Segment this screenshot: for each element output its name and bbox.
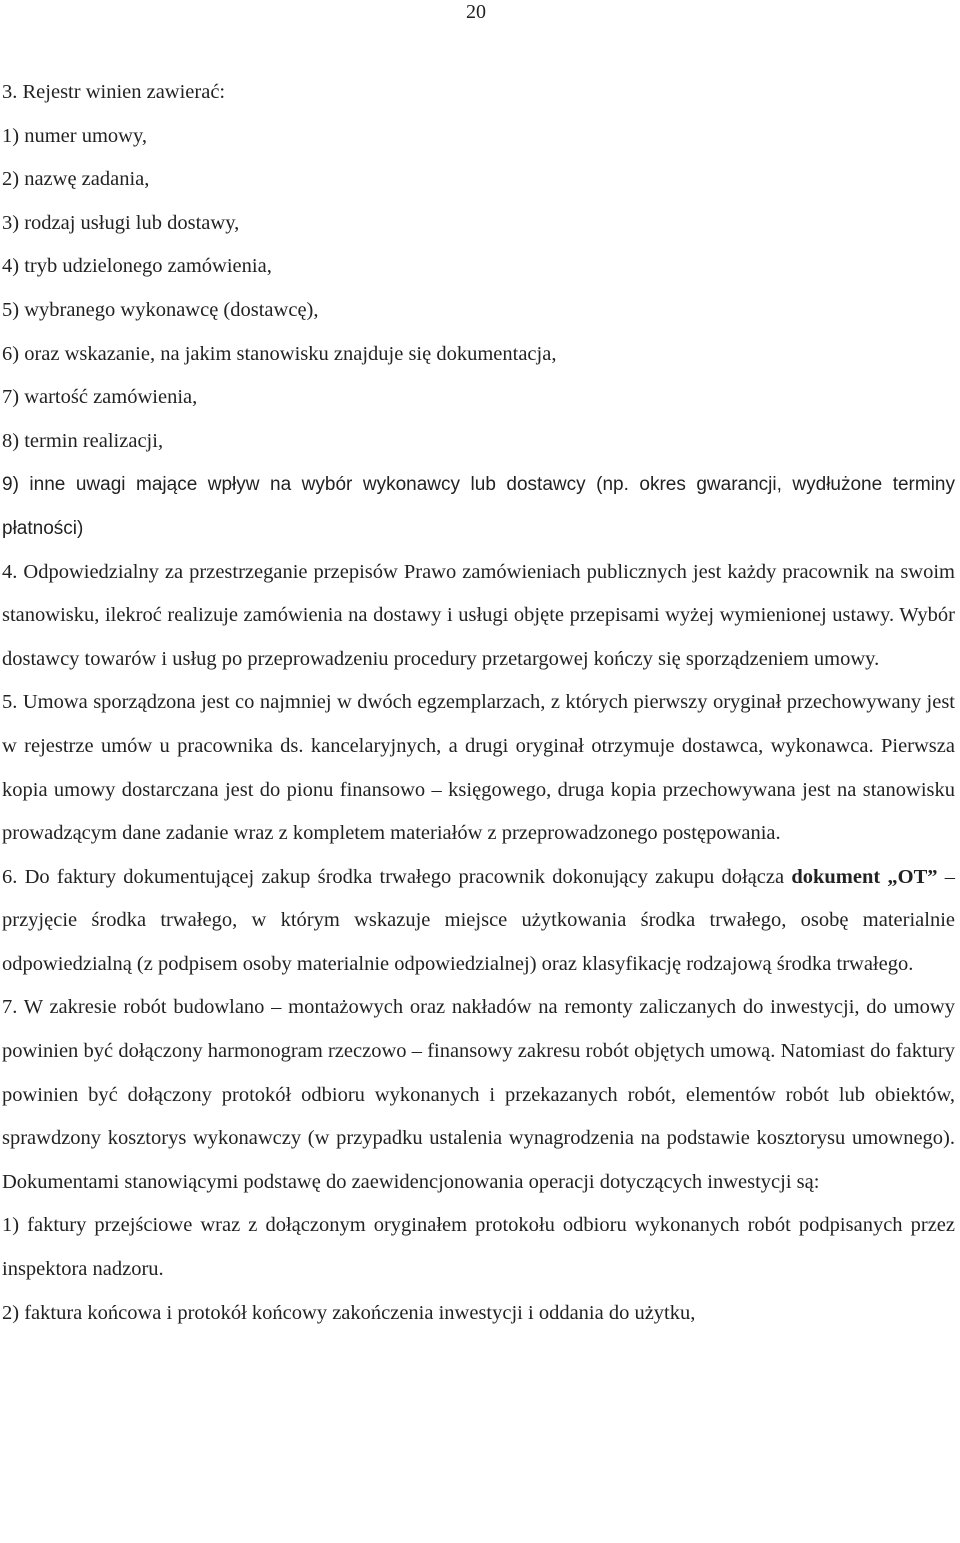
section-7-paragraph: 7. W zakresie robót budowlano – montażowych oraz nakładów na remonty zaliczanych do inwestycji, do umowy powinien być dołączony harmonogram rzeczowo – finansowy zakresu robót objętych umową. Natomiast do faktury powinien być dołączony protokół odbioru wykonanych i przekazanych robót, elementów robót lub obiektów, sprawdzony kosztorys wykonawczy (w przypadku ustalenia wynagrodzenia na podstawie kosztorysu umownego). Dokumentami stanowiącymi podstawę do zaewidencjonowania operacji dotyczących inwestycji są: bbox=[2, 996, 955, 1193]
register-item-5: 5) wybranego wykonawcę (dostawcę), bbox=[2, 298, 319, 321]
section-4-paragraph: 4. Odpowiedzialny za przestrzeganie przepisów Prawo zamówieniach publicznych jest każdy pracownik na swoim stanowisku, ilekroć realizuje zamówienia na dostawy i usługi objęte przepisami wyżej wymienionej ustawy. Wybór dostawcy towarów i usług po przeprowadzeniu procedury przetargowej kończy się sporządzeniem umowy. bbox=[2, 560, 955, 670]
section-3-heading: 3. Rejestr winien zawierać: bbox=[2, 81, 226, 103]
page-number: 20 bbox=[466, 1, 486, 23]
ot-document-label: dokument „OT” bbox=[791, 865, 938, 888]
section-6-paragraph bbox=[2, 856, 955, 987]
document-body bbox=[2, 71, 955, 1335]
register-item-2: 2) nazwę zadania, bbox=[2, 168, 150, 191]
register-item-8: 8) termin realizacji, bbox=[2, 429, 164, 452]
section-6-text-end: – przyjęcie środka trwałego, w którym wskazuje miejsce użytkowania środka trwałego, osobę materialnie odpowiedzialną (z podpisem osoby materialnie odpowiedzialnej) oraz klasyfikację rodzajową środka trwałego. bbox=[2, 865, 955, 975]
register-item-6: 6) oraz wskazanie, na jakim stanowisku znajduje się dokumentacja, bbox=[2, 342, 557, 365]
section-5-paragraph: 5. Umowa sporządzona jest co najmniej w dwóch egzemplarzach, z których pierwszy oryginał przechowywany jest w rejestrze umów u pracownika ds. kancelaryjnych, a drugi oryginał otrzymuje dostawca, wykonawca. Pierwsza kopia umowy dostarczana jest do pionu finansowo – księgowego, druga kopia przechowywana jest na stanowisku prowadzącym dane zadanie wraz z kompletem materiałów z przeprowadzonego postępowania. bbox=[2, 691, 955, 845]
register-item-3: 3) rodzaj usługi lub dostawy, bbox=[2, 211, 240, 234]
register-item-1: 1) numer umowy, bbox=[2, 124, 147, 147]
register-item-9: 9) inne uwagi mające wpływ na wybór wykonawcy lub dostawcy (np. okres gwarancji, wydłużone terminy płatności) bbox=[2, 474, 955, 539]
investment-doc-item-2: 2) faktura końcowa i protokół końcowy zakończenia inwestycji i oddania do użytku, bbox=[2, 1301, 696, 1324]
register-item-4: 4) tryb udzielonego zamówienia, bbox=[2, 255, 272, 278]
register-item-7: 7) wartość zamówienia, bbox=[2, 386, 198, 409]
section-6-text-start: 6. Do faktury dokumentującej zakup środka trwałego pracownik dokonujący zakupu dołącza bbox=[2, 865, 792, 888]
investment-doc-item-1: 1) faktury przejściowe wraz z dołączonym oryginałem protokołu odbioru wykonanych robót podpisanych przez inspektora nadzoru. bbox=[2, 1214, 955, 1281]
